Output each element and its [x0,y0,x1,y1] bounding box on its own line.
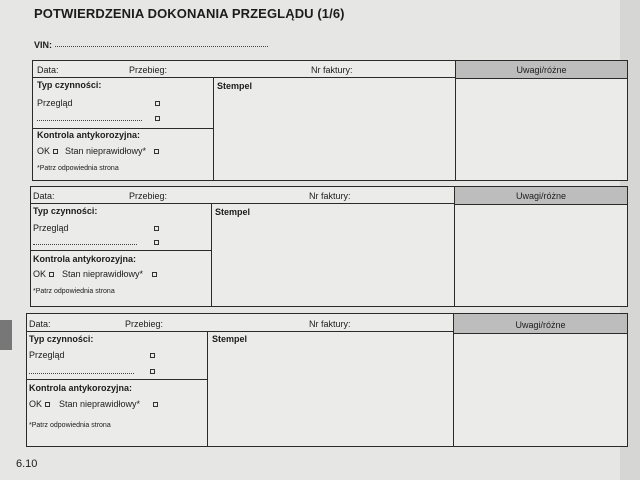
inspection-checkbox[interactable] [150,353,155,358]
notes-header: Uwagi/różne [453,314,627,334]
notes-field[interactable] [455,79,627,180]
type-label: Typ czynności: [29,334,94,344]
mileage-label: Przebieg: [129,65,168,75]
ok-label: OK [33,269,47,279]
inspection-checkbox[interactable] [155,101,160,106]
date-label: Data: [29,319,51,329]
notes-field[interactable] [453,334,627,446]
other-type-checkbox[interactable] [155,116,160,121]
ok-label: OK [37,146,51,156]
inspection-checkbox[interactable] [154,226,159,231]
inspection-record-3 [26,313,628,447]
stamp-label: Stempel [215,207,251,217]
page-title: POTWIERDZENIA DOKONANIA PRZEGLĄDU (1/6) [34,6,345,21]
faulty-checkbox[interactable] [152,272,157,277]
notes-header: Uwagi/różne [454,187,627,205]
section-divider [33,128,213,129]
anticorrosion-label: Kontrola antykorozyjna: [33,254,137,264]
notes-header: Uwagi/różne [455,61,627,79]
stamp-label: Stempel [217,81,253,91]
inspection-label: Przegląd [33,223,69,233]
section-divider [27,379,207,380]
stamp-label: Stempel [212,334,248,344]
vin-label: VIN: [34,40,52,50]
date-label: Data: [37,65,59,75]
ok-checkbox[interactable] [49,272,54,277]
other-type-checkbox[interactable] [150,369,155,374]
notes-field[interactable] [454,205,627,306]
section-tab-marker [0,320,12,350]
stamp-divider [211,203,212,306]
date-label: Data: [33,191,55,201]
stamp-divider [213,77,214,180]
faulty-label: Stan nieprawidłowy* [59,399,141,409]
faulty-label: Stan nieprawidłowy* [65,146,147,156]
footnote: *Patrz odpowiednia strona [29,422,111,429]
inspection-label: Przegląd [37,98,73,108]
anticorrosion-label: Kontrola antykorozyjna: [29,383,133,393]
faulty-checkbox[interactable] [154,149,159,154]
mileage-label: Przebieg: [125,319,164,329]
ok-label: OK [29,399,43,409]
page-number: 6.10 [16,458,38,470]
section-divider [31,250,211,251]
footnote: *Patrz odpowiednia strona [33,288,115,295]
other-type-line[interactable] [29,373,134,374]
inspection-label: Przegląd [29,350,65,360]
ok-checkbox[interactable] [45,402,50,407]
inspection-record-1 [32,60,628,181]
anticorrosion-label: Kontrola antykorozyjna: [37,130,141,140]
type-label: Typ czynności: [33,206,98,216]
invoice-label: Nr faktury: [311,65,353,75]
faulty-checkbox[interactable] [153,402,158,407]
faulty-label: Stan nieprawidłowy* [62,269,144,279]
ok-checkbox[interactable] [53,149,58,154]
invoice-label: Nr faktury: [309,191,351,201]
stamp-divider [207,331,208,446]
other-type-line[interactable] [33,244,137,245]
inspection-record-2 [30,186,628,307]
footnote: *Patrz odpowiednia strona [37,165,119,172]
other-type-line[interactable] [37,120,142,121]
other-type-checkbox[interactable] [154,240,159,245]
invoice-label: Nr faktury: [309,319,351,329]
mileage-label: Przebieg: [129,191,168,201]
vin-entry-line[interactable] [55,46,268,47]
type-label: Typ czynności: [37,80,102,90]
